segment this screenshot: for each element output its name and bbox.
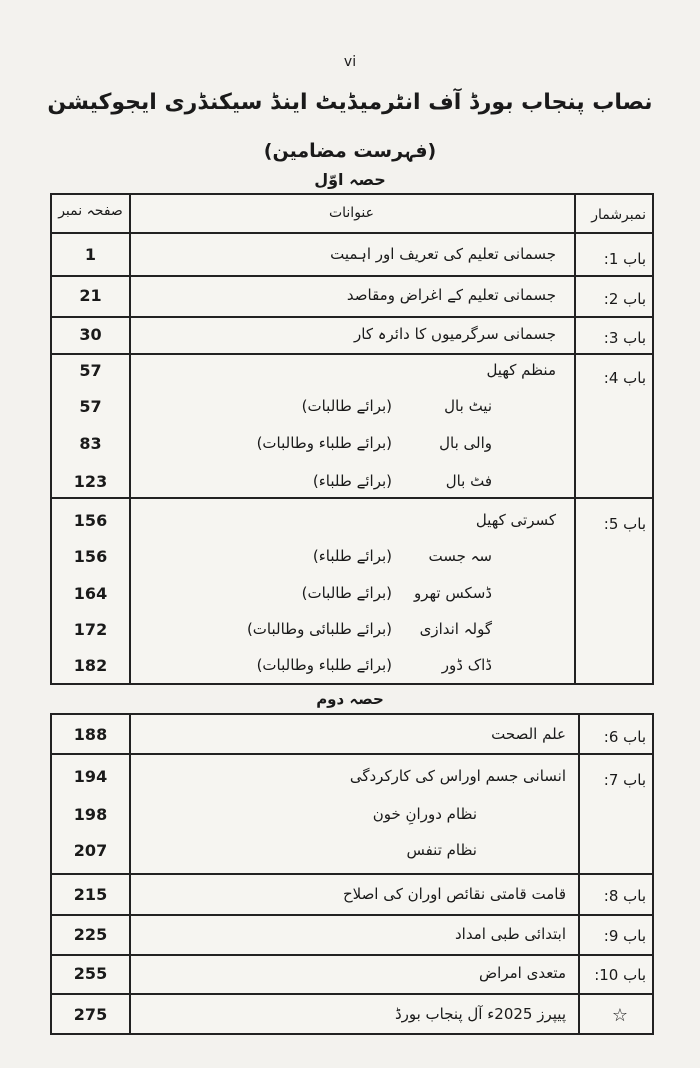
- ch5-item2-note: (برائے طالبات): [301, 584, 392, 602]
- ch1-label: باب 1:: [603, 250, 646, 268]
- ch4-item2-page: 83: [79, 434, 102, 453]
- page-number: vi: [343, 54, 357, 70]
- ch5-page: 156: [73, 511, 108, 530]
- ch3-label: باب 3:: [603, 329, 646, 347]
- ch8-page: 215: [73, 885, 108, 904]
- header-topics: عنوانات: [328, 205, 375, 221]
- page-title: نصاب پنجاب بورڈ آف انٹرمیڈیٹ اینڈ سیکنڈری ایجوکیشن: [47, 90, 653, 115]
- ch4-item3-note: (برائے طلباء): [312, 472, 392, 490]
- ch7-item1-name: نظام دورانِ خون: [372, 805, 477, 823]
- ch7-label: باب 7:: [603, 771, 646, 789]
- ch5-item4-note: (برائے طلباء وطالبات): [256, 656, 392, 674]
- ch5-item1-name: سہ جست: [428, 547, 492, 565]
- ch5-label: باب 5:: [603, 515, 646, 533]
- ch9-title: ابتدائی طبی امداد: [454, 925, 566, 943]
- ch1-title: جسمانی تعلیم کی تعریف اور اہمیت: [330, 245, 556, 263]
- page-subtitle: (فہرست مضامین): [263, 140, 437, 162]
- part2-heading: حصہ دوم: [316, 690, 384, 708]
- ch3-page: 30: [79, 325, 102, 344]
- ch3-title: جسمانی سرگرمیوں کا دائرہ کار: [354, 325, 556, 343]
- ch4-page: 57: [79, 361, 102, 380]
- ch2-label: باب 2:: [603, 290, 646, 308]
- ch6-title: علم الصحت: [491, 725, 566, 743]
- ch7-item1-page: 198: [73, 805, 108, 824]
- ch4-item1-note: (برائے طالبات): [301, 397, 392, 415]
- ch9-label: باب 9:: [603, 927, 646, 945]
- ch4-item3-name: فٹ بال: [445, 472, 492, 490]
- ch4-item2-name: والی بال: [439, 434, 492, 452]
- ch5-item2-page: 164: [73, 584, 108, 603]
- ch5-item1-note: (برائے طلباء): [312, 547, 392, 565]
- ch6-label: باب 6:: [603, 728, 646, 746]
- ch8-title: قامت قامتی نقائص اوران کی اصلاح: [342, 885, 566, 903]
- ch4-title: منظم کھیل: [486, 361, 556, 379]
- ch6-page: 188: [73, 725, 108, 744]
- ch10-page: 255: [73, 964, 108, 983]
- ch5-item2-name: ڈسکس تھرو: [413, 584, 492, 602]
- ch4-item2-note: (برائے طلباء وطالبات): [256, 434, 392, 452]
- ch5-item3-page: 172: [73, 620, 108, 639]
- ch4-item1-page: 57: [79, 397, 102, 416]
- ch7-item2-name: نظام تنفس: [406, 841, 477, 859]
- ch9-page: 225: [73, 925, 108, 944]
- ch2-page: 21: [79, 286, 102, 305]
- header-chapter: نمبرشمار: [591, 207, 646, 223]
- ch4-item1-name: نیٹ بال: [444, 397, 492, 415]
- ch5-item4-name: ڈاک ڈور: [441, 656, 492, 674]
- star-icon: ☆: [611, 1005, 628, 1026]
- ch8-label: باب 8:: [603, 887, 646, 905]
- papers-title: پیپرز 2025ء آل پنجاب بورڈ: [394, 1005, 566, 1023]
- papers-page: 275: [73, 1005, 108, 1024]
- ch1-page: 1: [84, 245, 97, 264]
- ch4-label: باب 4:: [603, 369, 646, 387]
- ch5-item1-page: 156: [73, 547, 108, 566]
- ch7-title: انسانی جسم اوراس کی کارکردگی: [349, 767, 566, 785]
- ch5-item4-page: 182: [73, 656, 108, 675]
- part2-table: [50, 713, 654, 1035]
- ch7-page: 194: [73, 767, 108, 786]
- ch5-title: کسرتی کھیل: [475, 511, 556, 529]
- part1-table: [50, 193, 654, 685]
- ch10-label: باب 10:: [594, 966, 646, 984]
- ch7-item2-page: 207: [73, 841, 108, 860]
- ch4-item3-page: 123: [73, 472, 108, 491]
- header-page: صفحہ نمبر: [58, 203, 123, 219]
- ch5-item3-note: (برائے طلبائی وطالبات): [246, 620, 392, 638]
- ch5-item3-name: گولہ اندازی: [419, 620, 492, 638]
- part1-heading: حصہ اوّل: [314, 170, 386, 189]
- ch2-title: جسمانی تعلیم کے اغراض ومقاصد: [346, 286, 556, 304]
- ch10-title: متعدی امراض: [479, 964, 566, 982]
